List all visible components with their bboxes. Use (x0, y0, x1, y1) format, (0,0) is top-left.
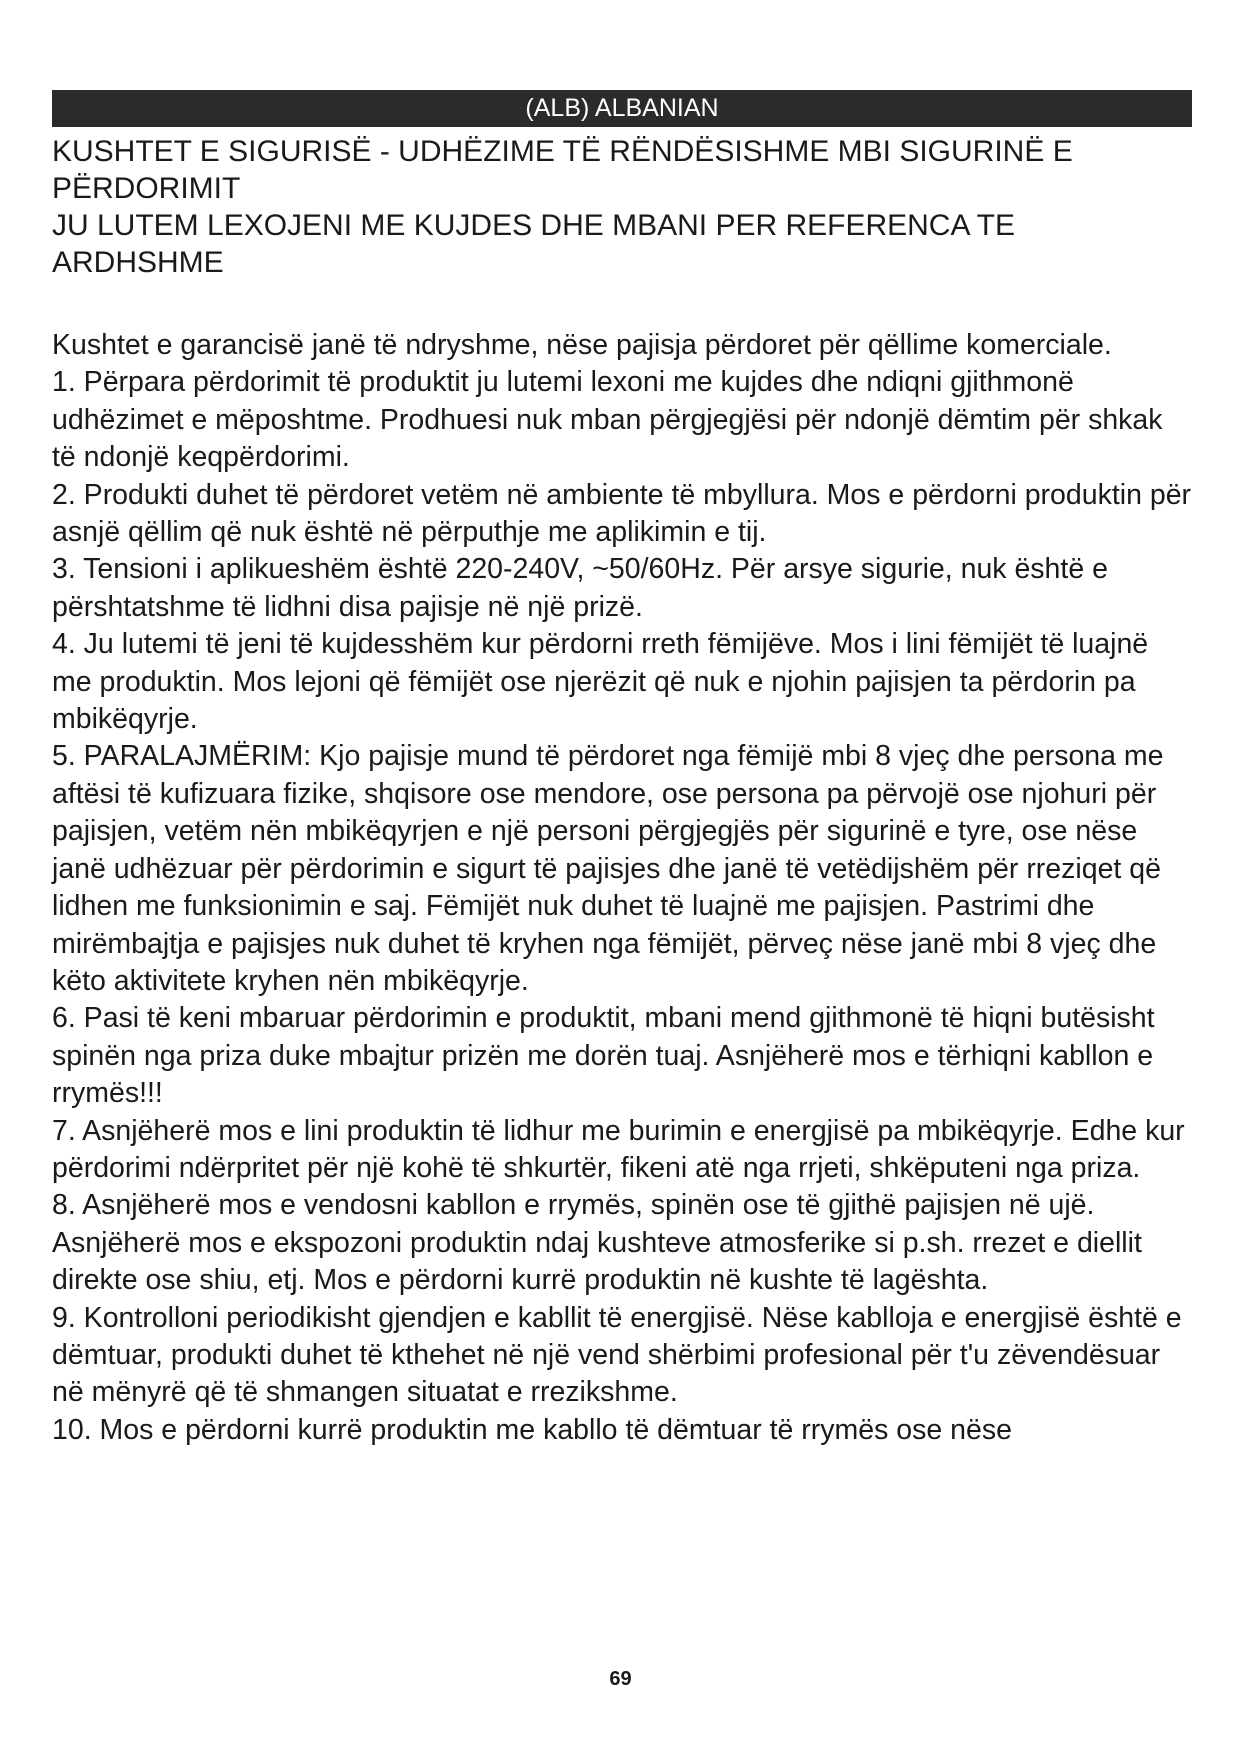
instruction-item-9: 9. Kontrolloni periodikisht gjendjen e kabllit të energjisë. Nëse kablloja e energjisë është e dëmtuar, produkti duhet të kthehet në një vend shërbimi profesional për t'u zëvendësuar në mënyrë që të shmangen situatat e rrezikshme. (52, 1301, 1182, 1409)
instruction-item-6: 6. Pasi të keni mbaruar përdorimin e produktit, mbani mend gjithmonë të hiqni butësisht spinën nga priza duke mbajtur prizën me dorën tuaj. Asnjëherë mos e tërhiqni kabllon e rrymës!!! (52, 1002, 1155, 1110)
manual-page (52, 90, 1192, 1449)
warranty-intro: Kushtet e garancisë janë të ndryshme, nëse pajisja përdoret për qëllime komerciale. (52, 329, 1112, 361)
instruction-item-3: 3. Tensioni i aplikueshëm është 220-240V, ~50/60Hz. Për arsye sigurie, nuk është e përshtatshme të lidhni disa pajisje në një prizë. (52, 553, 1108, 623)
safety-heading (52, 133, 1192, 281)
instruction-item-7: 7. Asnjëherë mos e lini produktin të lidhur me burimin e energjisë pa mbikëqyrje. Edhe kur përdorimi ndërpritet për një kohë të shkurtër, fikeni atë nga rrjeti, shkëputeni nga priza. (52, 1114, 1185, 1184)
instruction-item-4: 4. Ju lutemi të jeni të kujdesshëm kur përdorni rreth fëmijëve. Mos i lini fëmijët të luajnë me produktin. Mos lejoni që fëmijët ose njerëzit që nuk e njohin pajisjen ta përdorin pa mbikëqyrje. (52, 628, 1149, 736)
safety-instructions (52, 327, 1192, 1449)
instruction-item-5: 5. PARALAJMËRIM: Kjo pajisje mund të përdoret nga fëmijë mbi 8 vjeç dhe persona me aftësi të kufizuara fizike, shqisore ose mendore, ose persona pa përvojë ose njohuri për pajisjen, vetëm nën mbikëqyrjen e një personi përgjegjës për sigurinë e tyre, ose nëse janë udhëzuar për përdorimin e sigurt të pajisjes dhe janë të vetëdijshëm për rreziqet që lidhen me funksionimin e saj. Fëmijët nuk duhet të luajnë me pajisjen. Pastrimi dhe mirëmbajtja e pajisjes nuk duhet të kryhen nga fëmijët, përveç nëse janë mbi 8 vjeç dhe këto aktivitete kryhen nën mbikëqyrje. (52, 740, 1164, 997)
instruction-item-10: 10. Mos e përdorni kurrë produktin me kabllo të dëmtuar të rrymës ose nëse (52, 1413, 1012, 1446)
instruction-item-8: 8. Asnjëherë mos e vendosni kabllon e rrymës, spinën ose të gjithë pajisjen në ujë. Asnjëherë mos e ekspozoni produktin ndaj kushteve atmosferike si p.sh. rrezet e diellit direkte ose shiu, etj. Mos e përdorni kurrë produktin në kushte të lagështa. (52, 1189, 1142, 1297)
page-number: 69 (609, 1668, 632, 1690)
language-header-bar: (ALB) ALBANIAN (52, 90, 1192, 127)
instruction-item-1: 1. Përpara përdorimit të produktit ju lutemi lexoni me kujdes dhe ndiqni gjithmonë udhëzimet e mëposhtme. Prodhuesi nuk mban përgjegjësi për ndonjë dëmtim për shkak të ndonjë keqpërdorimi. (52, 366, 1163, 474)
heading-line-read-carefully: JU LUTEM LEXOJENI ME KUJDES DHE MBANI PER REFERENCA TE ARDHSHME (52, 209, 1015, 279)
heading-line-safety-conditions: KUSHTET E SIGURISË - UDHËZIME TË RËNDËSISHME MBI SIGURINË E PËRDORIMIT (52, 135, 1073, 205)
instruction-item-2: 2. Produkti duhet të përdoret vetëm në ambiente të mbyllura. Mos e përdorni produktin për asnjë qëllim që nuk është në përputhje me aplikimin e tij. (52, 478, 1192, 549)
